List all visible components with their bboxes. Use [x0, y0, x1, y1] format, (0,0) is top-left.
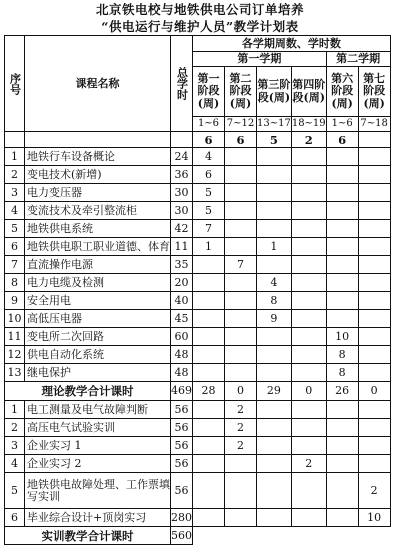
theory-row	[5, 256, 391, 274]
stage-1-value	[193, 328, 225, 346]
header-total-hours: 总学时	[171, 36, 193, 132]
header-stage-1: 第一阶段(周)	[193, 67, 225, 117]
header-week-count-2: 6	[225, 132, 257, 148]
header-week-range-1: 1~6	[193, 117, 225, 132]
theory-row	[5, 238, 391, 256]
course-name: 电力电缆及检测	[25, 274, 171, 292]
course-name: 毕业综合设计+顶岗实习	[25, 509, 171, 527]
course-hours: 56	[171, 401, 193, 419]
course-name: 高压电气试验实训	[25, 419, 171, 437]
stage-6-value: 2	[358, 473, 390, 509]
row-number: 7	[5, 256, 25, 274]
practice-row	[5, 437, 391, 455]
stage-5-value	[326, 256, 358, 274]
header-week-range-4: 18~19	[291, 117, 326, 132]
stage-4-value	[291, 148, 326, 166]
header-stage-2: 第二阶段(周)	[225, 67, 257, 117]
course-name: 电工测量及电气故障判断	[25, 401, 171, 419]
stage-3-value	[257, 473, 292, 509]
course-hours: 56	[171, 437, 193, 455]
stage-1-value	[193, 364, 225, 382]
stage-6-value	[358, 166, 390, 184]
row-number: 6	[5, 509, 25, 527]
practice-row	[5, 509, 391, 527]
stage-2-value	[225, 202, 257, 220]
practice-total-label: 实训教学合计课时	[5, 527, 171, 545]
stage-5-value: 8	[326, 364, 358, 382]
theory-total-hours: 469	[171, 382, 193, 401]
header-course-name: 课程名称	[25, 36, 171, 132]
stage-4-value	[291, 238, 326, 256]
stage-6-value	[358, 310, 390, 328]
course-name: 企业实习 2	[25, 455, 171, 473]
stage-2-value	[225, 473, 257, 509]
course-name: 高低压电器	[25, 310, 171, 328]
header-stage-5: 第六阶段(周)	[326, 67, 358, 117]
stage-1-value	[193, 310, 225, 328]
practice-row	[5, 455, 391, 473]
stage-5-value	[326, 401, 358, 419]
stage-4-value	[291, 473, 326, 509]
course-name: 地铁供电职工职业道德、体育	[25, 238, 171, 256]
course-name: 直流操作电源	[25, 256, 171, 274]
stage-6-value	[358, 238, 390, 256]
course-name: 电力变压器	[25, 184, 171, 202]
practice-total-hours: 560	[171, 527, 193, 545]
theory-total-stage-1: 28	[193, 382, 225, 401]
course-name: 变电技术(新增)	[25, 166, 171, 184]
title-block	[0, 0, 400, 35]
stage-1-value	[193, 346, 225, 364]
stage-4-value	[291, 184, 326, 202]
stage-6-value	[358, 148, 390, 166]
stage-1-value	[193, 473, 225, 509]
row-number: 3	[5, 184, 25, 202]
course-name: 变电所二次回路	[25, 328, 171, 346]
header-semester-1: 第一学期	[193, 52, 327, 67]
header-week-count-3: 5	[257, 132, 292, 148]
course-hours: 36	[171, 166, 193, 184]
stage-2-value	[225, 184, 257, 202]
theory-row	[5, 274, 391, 292]
teaching-plan-table	[4, 35, 391, 545]
course-name: 安全用电	[25, 292, 171, 310]
stage-4-value	[291, 274, 326, 292]
stage-1-value: 4	[193, 148, 225, 166]
stage-3-value: 4	[257, 274, 292, 292]
stage-2-value	[225, 292, 257, 310]
stage-5-value	[326, 184, 358, 202]
title-line-1: 北京铁电校与地铁供电公司订单培养	[95, 2, 304, 17]
stage-2-value	[225, 310, 257, 328]
theory-total-stage-6: 0	[358, 382, 390, 401]
stage-1-value	[193, 401, 225, 419]
stage-3-value	[257, 346, 292, 364]
stage-3-value: 8	[257, 292, 292, 310]
stage-5-value	[326, 148, 358, 166]
stage-2-value	[225, 148, 257, 166]
row-number: 3	[5, 437, 25, 455]
theory-row	[5, 328, 391, 346]
stage-5-value: 10	[326, 328, 358, 346]
stage-6-value	[358, 401, 390, 419]
stage-1-value: 5	[193, 184, 225, 202]
course-hours: 35	[171, 256, 193, 274]
course-hours: 40	[171, 292, 193, 310]
stage-5-value	[326, 238, 358, 256]
theory-row	[5, 346, 391, 364]
stage-6-value	[358, 274, 390, 292]
course-hours: 48	[171, 364, 193, 382]
stage-1-value	[193, 419, 225, 437]
stage-2-value	[225, 364, 257, 382]
practice-row	[5, 419, 391, 437]
stage-2-value: 2	[225, 437, 257, 455]
stage-3-value	[257, 328, 292, 346]
course-name: 供电自动化系统	[25, 346, 171, 364]
stage-3-value	[257, 509, 292, 527]
row-number: 4	[5, 455, 25, 473]
stage-6-value	[358, 455, 390, 473]
stage-3-value	[257, 364, 292, 382]
theory-row	[5, 292, 391, 310]
stage-1-value	[193, 509, 225, 527]
stage-4-value	[291, 202, 326, 220]
stage-5-value	[326, 437, 358, 455]
stage-4-value	[291, 256, 326, 274]
theory-total-stage-2: 0	[225, 382, 257, 401]
header-week-count-5: 6	[326, 132, 358, 148]
row-number: 13	[5, 364, 25, 382]
stage-1-value	[193, 292, 225, 310]
stage-2-value	[225, 509, 257, 527]
course-hours: 42	[171, 220, 193, 238]
stage-3-value	[257, 184, 292, 202]
header-week-range-2: 7~12	[225, 117, 257, 132]
course-hours: 56	[171, 473, 193, 509]
theory-row	[5, 364, 391, 382]
stage-3-value	[257, 256, 292, 274]
stage-3-value	[257, 148, 292, 166]
stage-1-value: 6	[193, 166, 225, 184]
course-hours: 48	[171, 346, 193, 364]
header-week-range-6: 7~18	[358, 117, 390, 132]
row-number: 6	[5, 238, 25, 256]
course-name: 变流技术及牵引整流柜	[25, 202, 171, 220]
stage-6-value	[358, 202, 390, 220]
row-number: 5	[5, 220, 25, 238]
header-seq: 序号	[5, 36, 25, 132]
header-week-count-6	[358, 132, 390, 148]
header-week-count-1: 6	[193, 132, 225, 148]
stage-5-value	[326, 202, 358, 220]
stage-6-value	[358, 364, 390, 382]
stage-1-value: 5	[193, 202, 225, 220]
stage-1-value: 1	[193, 238, 225, 256]
course-hours: 45	[171, 310, 193, 328]
row-number: 10	[5, 310, 25, 328]
course-name: 地铁行车设备概论	[25, 148, 171, 166]
course-hours: 56	[171, 455, 193, 473]
stage-2-value: 7	[225, 256, 257, 274]
stage-5-value	[326, 419, 358, 437]
stage-6-value	[358, 256, 390, 274]
stage-5-value	[326, 473, 358, 509]
stage-2-value: 2	[225, 419, 257, 437]
stage-6-value	[358, 292, 390, 310]
theory-total-stage-4: 0	[291, 382, 326, 401]
theory-row	[5, 166, 391, 184]
row-number: 1	[5, 401, 25, 419]
stage-2-value	[225, 238, 257, 256]
stage-3-value	[257, 401, 292, 419]
stage-3-value	[257, 166, 292, 184]
stage-4-value	[291, 401, 326, 419]
theory-total-stage-5: 26	[326, 382, 358, 401]
stage-5-value	[326, 509, 358, 527]
header-distribution: 各学期周数、学时数	[193, 36, 391, 52]
header-week-count-4: 2	[291, 132, 326, 148]
row-number: 8	[5, 274, 25, 292]
stage-4-value	[291, 419, 326, 437]
stage-4-value	[291, 509, 326, 527]
row-number: 2	[5, 166, 25, 184]
row-number: 2	[5, 419, 25, 437]
stage-1-value	[193, 256, 225, 274]
stage-6-value	[358, 419, 390, 437]
theory-row	[5, 148, 391, 166]
header-stage-3: 第三阶段(周)	[257, 67, 292, 117]
row-number: 1	[5, 148, 25, 166]
stage-3-value	[257, 455, 292, 473]
row-number: 11	[5, 328, 25, 346]
header-week-range-5: 1~6	[326, 117, 358, 132]
theory-row	[5, 220, 391, 238]
stage-6-value	[358, 184, 390, 202]
stage-2-value	[225, 166, 257, 184]
stage-1-value: 7	[193, 220, 225, 238]
practice-row	[5, 401, 391, 419]
stage-1-value	[193, 437, 225, 455]
stage-5-value	[326, 274, 358, 292]
stage-4-value	[291, 437, 326, 455]
stage-5-value	[326, 292, 358, 310]
stage-5-value	[326, 455, 358, 473]
header-stage-6: 第七阶段(周)	[358, 67, 390, 117]
practice-total-row	[5, 527, 391, 545]
theory-total-stage-3: 29	[257, 382, 292, 401]
stage-3-value: 1	[257, 238, 292, 256]
stage-3-value	[257, 437, 292, 455]
course-hours: 56	[171, 419, 193, 437]
course-hours: 280	[171, 509, 193, 527]
stage-6-value	[358, 328, 390, 346]
stage-4-value: 2	[291, 455, 326, 473]
stage-4-value	[291, 346, 326, 364]
stage-5-value	[326, 220, 358, 238]
theory-total-label: 理论教学合计课时	[5, 382, 171, 401]
theory-row	[5, 184, 391, 202]
theory-row	[5, 202, 391, 220]
stage-5-value: 8	[326, 346, 358, 364]
course-name: 地铁供电系统	[25, 220, 171, 238]
stage-2-value	[225, 455, 257, 473]
stage-1-value	[193, 274, 225, 292]
stage-3-value	[257, 220, 292, 238]
stage-6-value	[358, 220, 390, 238]
stage-5-value	[326, 310, 358, 328]
course-name: 企业实习 1	[25, 437, 171, 455]
stage-4-value	[291, 364, 326, 382]
stage-4-value	[291, 328, 326, 346]
stage-6-value	[358, 437, 390, 455]
stage-6-value: 10	[358, 509, 390, 527]
row-number: 9	[5, 292, 25, 310]
header-stage-4: 第四阶段(周)	[291, 67, 326, 117]
theory-total-row	[5, 382, 391, 401]
course-hours: 30	[171, 184, 193, 202]
row-number: 12	[5, 346, 25, 364]
course-hours: 11	[171, 238, 193, 256]
theory-row	[5, 310, 391, 328]
stage-2-value: 2	[225, 401, 257, 419]
stage-4-value	[291, 166, 326, 184]
course-name: 继电保护	[25, 364, 171, 382]
course-hours: 20	[171, 274, 193, 292]
header-semester-2: 第二学期	[326, 52, 390, 67]
stage-1-value	[193, 455, 225, 473]
stage-5-value	[326, 166, 358, 184]
stage-2-value	[225, 328, 257, 346]
stage-4-value	[291, 310, 326, 328]
course-hours: 24	[171, 148, 193, 166]
stage-2-value	[225, 346, 257, 364]
stage-6-value	[358, 346, 390, 364]
course-name: 地铁供电故障处理、工作票填写实训	[25, 473, 171, 509]
stage-3-value: 9	[257, 310, 292, 328]
title-line-2: “供电运行与维护人员”教学计划表	[101, 19, 299, 34]
course-hours: 30	[171, 202, 193, 220]
stage-4-value	[291, 220, 326, 238]
stage-2-value	[225, 220, 257, 238]
course-hours: 60	[171, 328, 193, 346]
stage-3-value	[257, 202, 292, 220]
stage-4-value	[291, 292, 326, 310]
header-week-range-3: 13~17	[257, 117, 292, 132]
practice-row	[5, 473, 391, 509]
stage-2-value	[225, 274, 257, 292]
stage-3-value	[257, 419, 292, 437]
row-number: 5	[5, 473, 25, 509]
row-number: 4	[5, 202, 25, 220]
